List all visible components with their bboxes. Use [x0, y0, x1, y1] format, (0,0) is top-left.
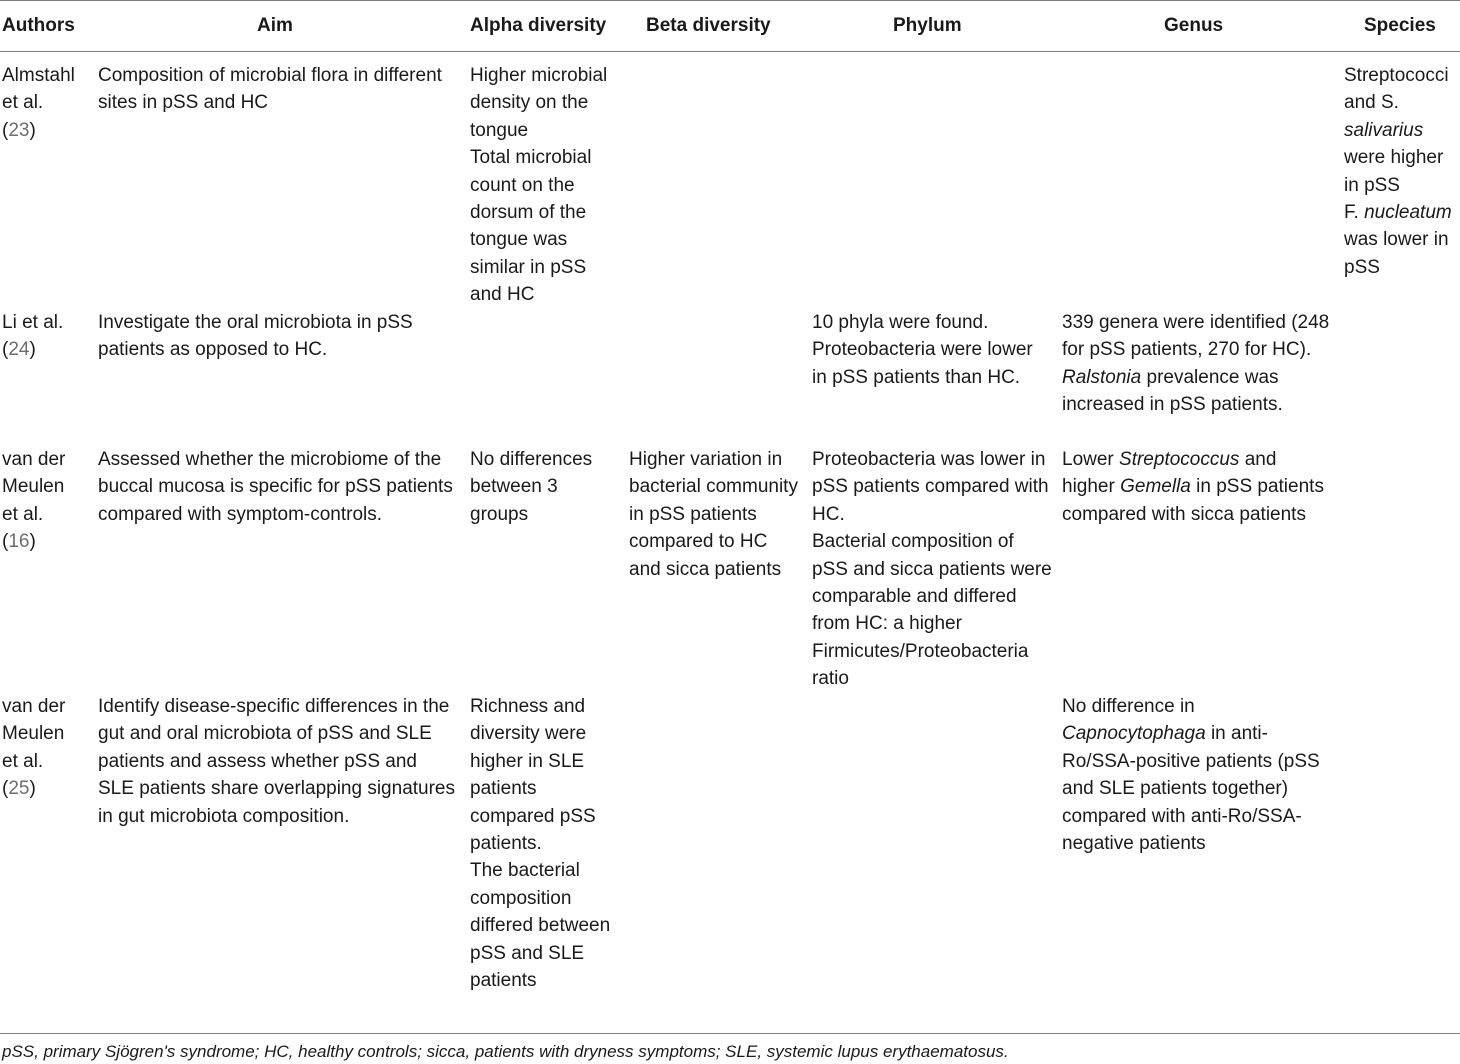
reference: (24) [2, 339, 36, 361]
species-cell [1344, 62, 1460, 281]
author-line: Meulen [2, 476, 65, 498]
alpha-paragraph: The bacterial composition differed between pSS and SLE patients [470, 860, 611, 992]
reference: (25) [2, 778, 36, 800]
alpha-paragraph: Total microbial count on the dorsum of the tongue was similar in pSS and HC [470, 147, 592, 306]
beta-diversity-cell: Higher variation in bacterial community in pSS patients compared to HC and sicca patients [629, 449, 798, 580]
author-line: et al. [2, 92, 44, 114]
genus-cell: Lower Streptococcus and higher Gemella in pSS patients compared with sicca patients [1062, 449, 1324, 525]
header-genus: Genus [1164, 15, 1224, 36]
genus-cell [1062, 309, 1332, 419]
reference: (23) [2, 119, 36, 141]
author-line: van der [2, 696, 66, 717]
alpha-diversity-cell [470, 693, 620, 994]
author-line: Meulen [2, 723, 65, 745]
reference-number[interactable]: 16 [8, 531, 30, 553]
authors-cell [2, 446, 82, 556]
phylum-paragraph: Proteobacteria were lower in pSS patients than HC. [812, 339, 1033, 388]
header-beta-diversity: Beta diversity [646, 15, 771, 36]
reference-number[interactable]: 23 [8, 119, 30, 141]
reference: (16) [2, 531, 36, 553]
phylum-paragraph: Proteobacteria was lower in pSS patients compared with HC. [812, 449, 1049, 525]
authors-cell [2, 62, 82, 144]
header-bottom-rule [0, 51, 1460, 52]
aim-cell: Identify disease-specific differences in the gut and oral microbiota of pSS and SLE patients and assess whether pSS and SLE patients share overlapping signatures in gut microbiota composition. [98, 696, 456, 827]
table-bottom-rule [0, 1033, 1460, 1034]
author-line: Li et al. [2, 312, 64, 333]
genus-cell: No difference in Capnocytophaga in anti-Ro/SSA-positive patients (pSS and SLE patients together) compared with anti-Ro/SSA-negative patients [1062, 696, 1320, 855]
table-footnote: pSS, primary Sjögren's syndrome; HC, healthy controls; sicca, patients with dryness symptoms; SLE, systemic lupus erythaematosus. [2, 1042, 1009, 1061]
alpha-paragraph: Higher microbial density on the tongue [470, 65, 608, 141]
authors-cell [2, 309, 82, 364]
aim-cell: Composition of microbial flora in different sites in pSS and HC [98, 65, 442, 114]
species-paragraph: Streptococci and S. salivarius were higher in pSS [1344, 65, 1449, 196]
genus-paragraph: 339 genera were identified (248 for pSS patients, 270 for HC). [1062, 312, 1330, 361]
author-line: van der [2, 449, 66, 470]
header-alpha-diversity: Alpha diversity [470, 15, 607, 36]
author-line: Almstahl [2, 65, 75, 86]
header-species: Species [1364, 15, 1436, 36]
alpha-diversity-cell [470, 446, 620, 528]
author-line: et al. [2, 503, 44, 525]
aim-cell: Investigate the oral microbiota in pSS patients as opposed to HC. [98, 312, 413, 361]
reference-number[interactable]: 24 [8, 339, 30, 361]
alpha-diversity-cell [470, 62, 620, 309]
author-line: et al. [2, 750, 44, 772]
reference-number[interactable]: 25 [8, 778, 30, 800]
phylum-cell [812, 309, 1052, 391]
aim-cell: Assessed whether the microbiome of the buccal mucosa is specific for pSS patients compared with symptom-controls. [98, 449, 453, 525]
phylum-paragraph: 10 phyla were found. [812, 312, 989, 333]
alpha-paragraph: Richness and diversity were higher in SLE patients compared pSS patients. [470, 696, 596, 855]
header-aim: Aim [257, 15, 293, 36]
phylum-paragraph: Bacterial composition of pSS and sicca patients were comparable and differed from HC: a higher Firmicutes/Proteobacteria ratio [812, 531, 1052, 690]
header-authors: Authors [2, 15, 75, 36]
alpha-paragraph: No differences between 3 groups [470, 449, 593, 525]
authors-cell [2, 693, 82, 803]
header-phylum: Phylum [893, 15, 962, 36]
genus-paragraph: Ralstonia prevalence was increased in pSS patients. [1062, 366, 1283, 416]
phylum-cell [812, 446, 1052, 693]
species-paragraph: F. nucleatum was lower in pSS [1344, 202, 1452, 278]
